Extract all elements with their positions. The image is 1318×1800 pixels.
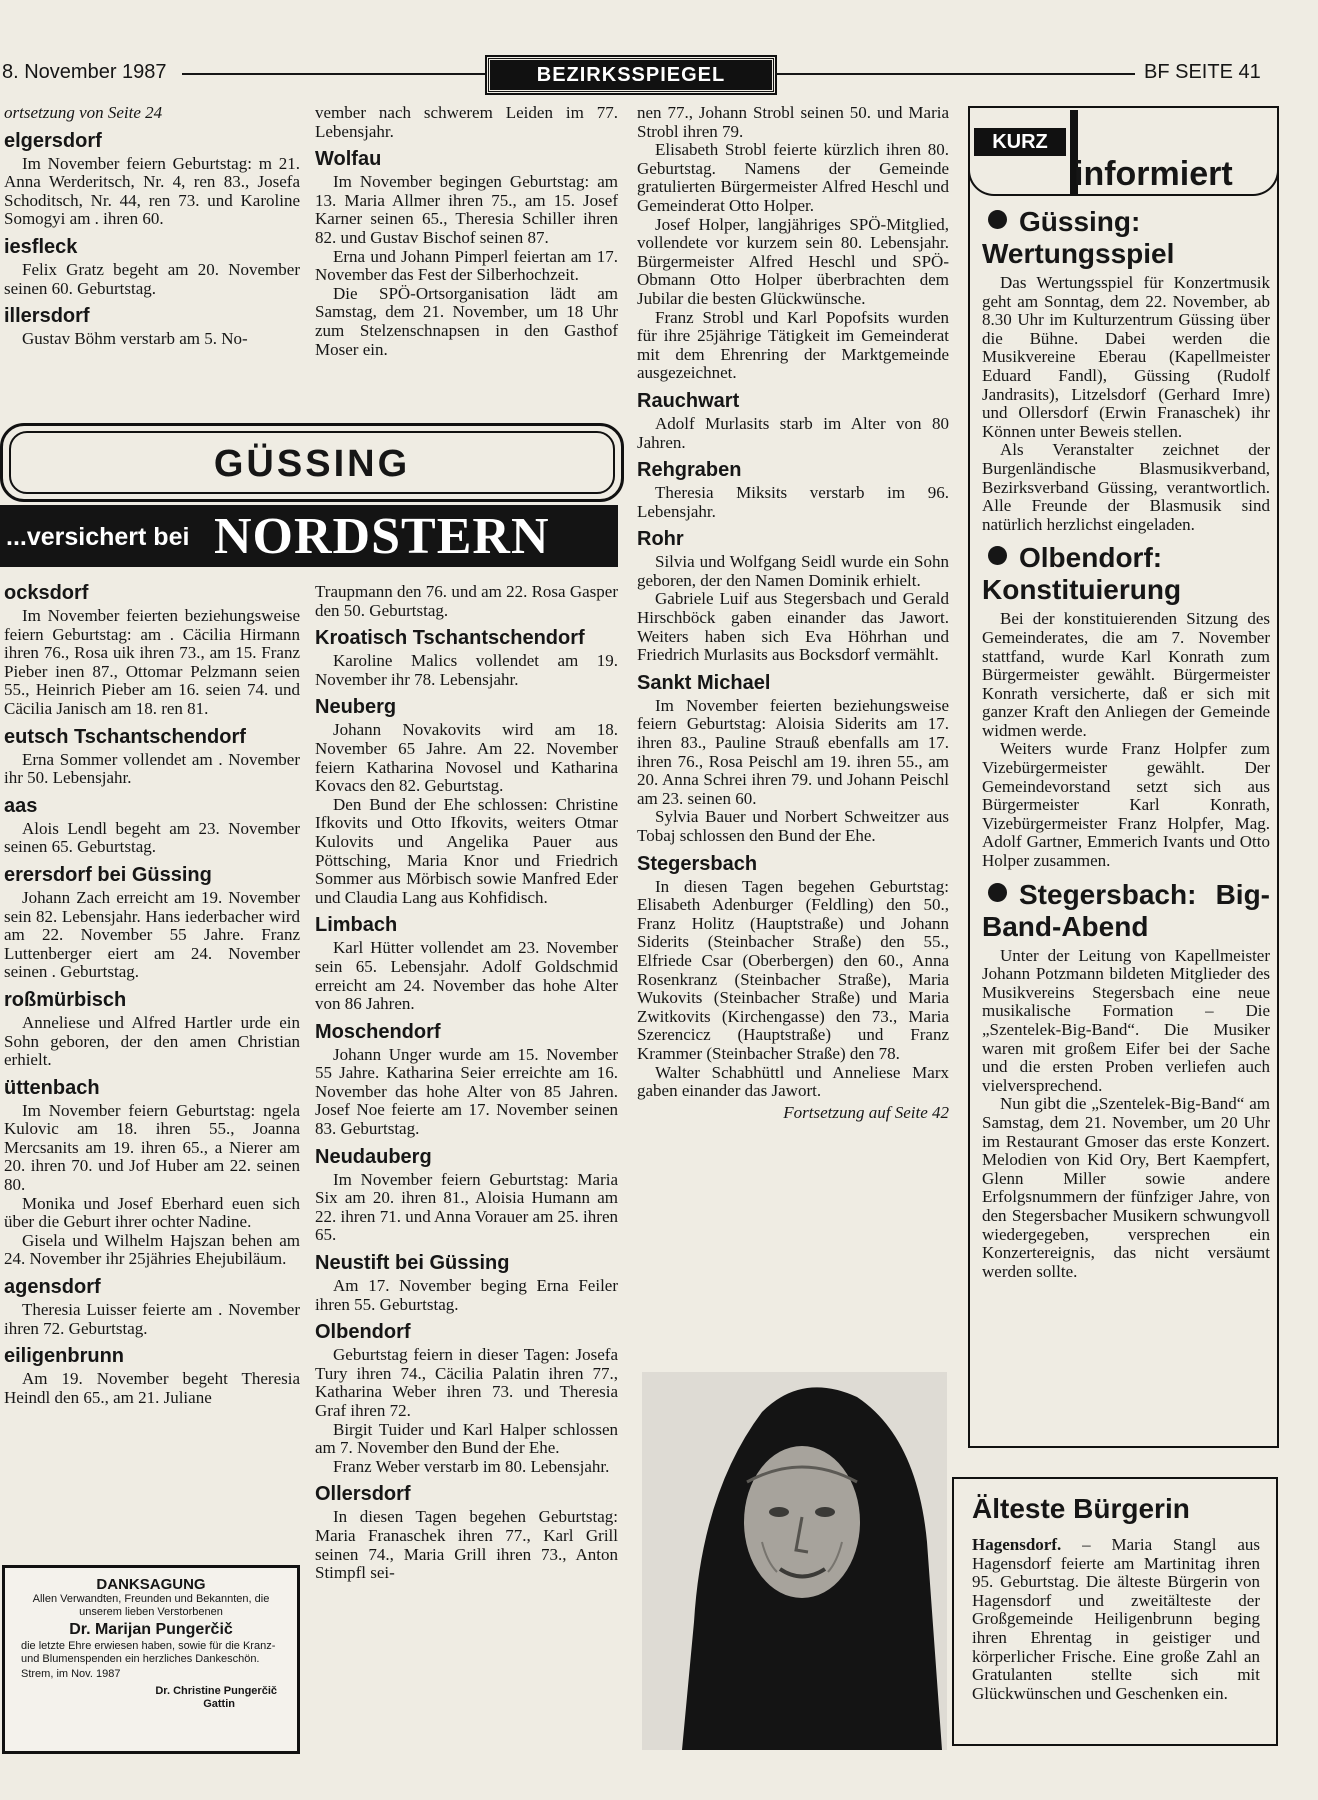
section-text: Theresia Luisser feierte am . November ihren 72. Geburtstag. <box>4 1300 300 1338</box>
section-title: eiligenbrunn <box>4 1345 124 1368</box>
section-text: Die SPÖ-Ortsorganisation lädt am Samstag, dem 21. November, um 18 Uhr zum Stelzenschnapsen in den Gasthof Moser ein. <box>315 283 618 359</box>
section-text: Am 17. November beging Erna Feiler ihren 55. Geburtstag. <box>315 1276 618 1314</box>
section-title: Limbach <box>315 914 398 937</box>
section-text: Erna und Johann Pimperl feiertan am 17. November das Fest der Silberhochzeit. <box>315 246 618 285</box>
ad-brand: NORDSTERN <box>214 508 550 565</box>
section-text: Geburtstag feiern in dieser Tagen: Josefa Tury ihren 74., Cäcilia Palatin ihren 77., Katharina Weber ihren 73. und Theresia Graf ihren 72. <box>315 1345 618 1420</box>
section-text: Karl Hütter vollendet am 23. November sein 65. Lebensjahr. Adolf Goldschmid erreicht am 24. November das hohe Alter von 86 Jahren. <box>315 938 618 1014</box>
section-text: Karoline Malics vollendet am 19. November ihr 78. Lebensjahr. <box>315 651 618 689</box>
oldest-text <box>972 1536 1260 1703</box>
oldest-headline: Älteste Bürgerin <box>972 1493 1190 1524</box>
section-text: Sylvia Bauer und Norbert Schweitzer aus Tobaj schlossen den Bund der Ehe. <box>637 807 949 845</box>
section-text: Silvia und Wolfgang Seidl wurde ein Sohn geboren, der den Namen Dominik erhielt. <box>637 552 949 590</box>
section-title: ocksdorf <box>4 582 89 604</box>
continued-on: Fortsetzung auf Seite 42 <box>783 1102 949 1122</box>
portrait-illustration <box>642 1372 947 1750</box>
bullet-icon <box>988 883 1007 902</box>
notice-place: Strem, im Nov. 1987 <box>21 1668 121 1680</box>
section-text: Im November feierten beziehungsweise feiern Geburtstag: am . Cäcilia Hirmann ihren 76., Rosa uik ihren 73., am 15. Franz Pieber inen 87., Ottomar Pelzmann seien 55., Heinrich Pieber am 16. seien 74. und Cäcilia Janisch am 18. ren 81. <box>4 606 300 718</box>
column-2-bottom <box>315 583 618 1583</box>
section-text: Im November feierten beziehungsweise feiern Geburtstag: Aloisia Siderits am 17. ihren 83., Pauline Strauß ebenfalls am 17. ihren 76., Rosa Peischl am 19. ihren 55., am 20. Anna Schrei ihren 79. und Johann Peischl am 23. seinen 60. <box>637 695 949 808</box>
section-text: Johann Novakovits wird am 18. November 65 Jahre. Am 22. November feiern Katharina Novosel und Katharina Kovacs den 82. Geburtstag. <box>315 720 618 796</box>
oldest-lead: Hagensdorf. <box>972 1535 1062 1554</box>
section-text: Im November begingen Geburtstag: am 13. Maria Allmer ihren 75., am 15. Josef Karner seinen 65., Theresia Schiller ihren 82. und Gustav Bischof seinen 87. <box>315 172 618 247</box>
notice-line: die letzte Ehre erwiesen haben, sowie für die Kranz- und Blumenspenden ein herzliches Dankeschön. <box>21 1640 276 1665</box>
section-text: Franz Strobl und Karl Popofsits wurden für ihre 25jährige Tätigkeit im Gemeinderat mit dem Ehrenring der Marktgemeinde ausgezeichnet. <box>637 307 949 383</box>
kurz-informiert-box <box>968 106 1279 1448</box>
notice-line: Allen Verwandten, Freunden und Bekannten, die unserem lieben Verstorbenen <box>32 1593 270 1618</box>
ad-slogan: ...versichert bei <box>6 523 190 551</box>
guessing-banner <box>0 423 624 502</box>
section-text: Johann Zach erreicht am 19. November sein 82. Lebensjahr. Hans iederbacher wird am 22. November 55 Jahre. Franz Luttenberger eiert am 24. November seinen . Geburtstag. <box>4 887 300 982</box>
section-title: erersdorf bei Güssing <box>4 863 212 886</box>
notice-title: DANKSAGUNG <box>96 1576 206 1593</box>
header-section: BEZIRKSSPIEGEL <box>487 57 775 93</box>
section-text: vember nach schwerem Leiden im 77. Lebensjahr. <box>315 103 618 141</box>
notice-name: Dr. Marijan Pungerčič <box>69 1621 233 1638</box>
section-text: Franz Weber verstarb im 80. Lebensjahr. <box>333 1456 610 1476</box>
section-text: nen 77., Johann Strobl seinen 50. und Maria Strobl ihren 79. <box>637 103 949 141</box>
section-title: eutsch Tschantschendorf <box>4 725 246 748</box>
column-1-bottom <box>4 582 300 1407</box>
kurz-headline: Olbendorf: Konstituierung <box>982 542 1182 606</box>
section-text: Felix Gratz begeht am 20. November seinen 60. Geburtstag. <box>4 259 300 298</box>
section-text: Anneliese und Alfred Hartler urde ein Sohn geboren, der den amen Christian erhielt. <box>4 1012 300 1070</box>
section-title: Neustift bei Güssing <box>315 1252 510 1275</box>
section-title: üttenbach <box>4 1076 100 1099</box>
bullet-icon <box>988 546 1007 565</box>
column-2-top <box>315 104 618 359</box>
section-title: Neuberg <box>315 696 397 719</box>
section-text: Elisabeth Strobl feierte kürzlich ihren 80. Geburtstag. Namens der Gemeinde gratulierten Bürgermeister Alfred Heschl und Gemeinderat Otto Holper. <box>637 140 949 215</box>
notice-signer: Dr. Christine Pungerčič <box>155 1685 277 1697</box>
section-title: Ollersdorf <box>315 1483 411 1506</box>
banner-town: GÜSSING <box>213 443 411 485</box>
photo-oldest-citizen <box>642 1372 947 1750</box>
section-title: Rohr <box>637 528 684 551</box>
kurz-text: Als Veranstalter zeichnet der Burgenländische Blasmusikverband, Bezirksverband Güssing, verantwortlich. Alle Freunde der Blasmusik sind natürlich herzlichst eingeladen. <box>982 440 1270 534</box>
section-text: Monika und Josef Eberhard euen sich über die Geburt ihrer ochter Nadine. <box>4 1193 300 1232</box>
oldest-body: – Maria Stangl aus Hagensdorf feierte am Martinitag ihren 95. Geburtstag. Die älteste Bürgerin von Hagensdorf und zweitälteste der Großgemeinde Heiligenbrunn beging ihren Ehrentag in geistiger und körperlicher Frische. Eine große Zahl an Gratulanten stellte sich mit Glückwünschen und Geschenken ein. <box>972 1535 1260 1703</box>
section-title: elgersdorf <box>4 129 102 152</box>
informiert-label: informiert <box>1074 155 1233 193</box>
section-text: Adolf Murlasits starb im Alter von 80 Jahren. <box>637 413 949 452</box>
section-text: Erna Sommer vollendet am . November ihr 50. Lebensjahr. <box>4 749 300 788</box>
section-text: Gisela und Wilhelm Hajszan behen am 24. November ihr 25jähries Ehejubiläum. <box>4 1230 300 1269</box>
section-text: Gabriele Luif aus Stegersbach und Gerald Hirschböck gaben einander das Jawort. Weiters haben sich Eva Höhrhan und Friedrich Murlasits aus Bocksdorf vermählt. <box>637 589 949 665</box>
section-text: Im November feiern Geburtstag: ngela Kulovic am 18. ihren 55., Joanna Mercsanits am 19. ihren 65., a Nierer am 20. ihren 70. und Jof Huber am 22. seinen 80. <box>4 1100 300 1195</box>
section-text: Theresia Miksits verstarb im 96. Lebensjahr. <box>637 483 949 521</box>
section-text: In diesen Tagen begehen Geburtstag: Maria Franaschek ihren 77., Karl Grill seinen 74., Maria Grill ihren 73., Anton Stimpfl sei- <box>315 1507 618 1583</box>
oldest-citizen-box <box>952 1477 1278 1746</box>
bullet-icon <box>988 210 1007 229</box>
section-text: Den Bund der Ehe schlossen: Christine Ifkovits und Otto Ifkovits, weiters Otmar Kulovits und Angelika Pauer aus Pöttsching, Maria Knor und Friedrich Sommer aus Mörbisch sowie Manfred Eder und Claudia Lang aus Kohfidisch. <box>315 794 618 907</box>
header-rule-right <box>775 73 1135 75</box>
kurz-headline: Güssing: Wertungsspiel <box>982 206 1175 269</box>
section-text: Am 19. November begeht Theresia Heindl den 65., am 21. Juliane <box>4 1369 300 1407</box>
section-title: illersdorf <box>4 305 90 328</box>
nordstern-ad <box>0 505 618 567</box>
notice-role: Gattin <box>203 1698 235 1710</box>
column-1-top <box>4 104 300 349</box>
section-title: Olbendorf <box>315 1321 411 1344</box>
section-title: iesfleck <box>4 235 78 258</box>
header-rule-left <box>182 73 487 75</box>
kurz-text: Unter der Leitung von Kapellmeister Johann Potzmann bildeten Mitglieder des Musikvereins Stegersbach eine neue musikalische Formation – Die „Szentelek-Big-Band“. Die Musiker waren mit großem Eifer bei der Sache und die ersten Proben verliefen auch vielversprechend. <box>982 945 1270 1095</box>
section-title: Moschendorf <box>315 1020 441 1043</box>
column-3 <box>637 104 949 1122</box>
section-text: In diesen Tagen begehen Geburtstag: Elisabeth Adenburger (Feldling) den 50., Franz Holitz (Hauptstraße) und Johann Siderits (Steinbacher Straße) den 55., Elfriede Csar (Oberbergen) den 60., Anna Rosenkranz (Steinbacher Straße), Maria Wukovits (Steinbacher Straße) und Maria Zwitkovits (Kirchengasse) den 73., Maria Szerencicz (Hauptstraße) und Franz Krammer (Steinbacher Straße) den 78. <box>637 876 949 1063</box>
section-text: Josef Holper, langjähriges SPÖ-Mitglied, vollendete vor kurzem sein 80. Lebensjahr. Bürgermeister Alfred Heschl und SPÖ-Obmann Otto Holper überbrachten dem Jubilar die besten Glückwünsche. <box>637 214 949 308</box>
section-title: Sankt Michael <box>637 671 771 694</box>
kurz-text: Weiters wurde Franz Holpfer zum Vizebürgermeister gewählt. Der Gemeindevorstand setzt sich aus Bürgermeister Karl Konrath, Vizebürgermeister Franz Holpfer, Mag. Adolf Gartner, Emmerich Ivants und Otto Holper zusammen. <box>982 739 1270 871</box>
section-title: Neudauberg <box>315 1145 432 1168</box>
header-date: 8. November 1987 <box>2 61 167 83</box>
kurz-content <box>982 206 1270 1281</box>
section-title: agensdorf <box>4 1276 101 1299</box>
section-text: Traupmann den 76. und am 22. Rosa Gasper den 50. Geburtstag. <box>315 582 618 620</box>
section-title: aas <box>4 794 38 817</box>
kurz-text: Das Wertungsspiel für Konzertmusik geht am Sonntag, dem 22. November, ab 8.30 Uhr im Kulturzentrum Güssing über die Bühne. Dabei werden die Musikvereine Eberau (Kapellmeister Eduard Fandl), Güssing (Rudolf Jandrasits), Litzelsdorf (Gerhard Imre) und Ollersdorf (Erwin Franaschek) ihr Können unter Beweis stellen. <box>982 273 1270 441</box>
section-text: Walter Schabhüttl und Anneliese Marx gaben einander das Jawort. <box>637 1062 949 1101</box>
section-text: Alois Lendl begeht am 23. November seinen 65. Geburtstag. <box>4 818 300 857</box>
section-text: Birgit Tuider und Karl Halper schlossen am 7. November den Bund der Ehe. <box>315 1419 618 1458</box>
continued-from: ortsetzung von Seite 24 <box>4 103 163 122</box>
section-title: roßmürbisch <box>4 988 127 1011</box>
section-text: Im November feiern Geburtstag: m 21. Anna Werderitsch, Nr. 4, ren 83., Josefa Schoditsch, Nr. 44, ren 73. und Karoline Somogyi am . ihren 60. <box>4 153 300 229</box>
kurz-text: Nun gibt die „Szentelek-Big-Band“ am Samstag, dem 21. November, um 20 Uhr im Restaurant Gmoser das erste Konzert. Melodien von Kid Ory, Bert Kaempfert, Glenn Miller sowie andere Erfolgsnummern der fünfziger Jahre, von den Stegersbacher Musikern schwungvoll wiedergegeben, versprechen ein Konzertereignis, das nicht versäumt werden sollte. <box>982 1094 1270 1281</box>
kurz-headline: Stegersbach: Big-Band-Abend <box>982 878 1270 942</box>
section-title: Rauchwart <box>637 389 740 412</box>
kurz-label: KURZ <box>974 128 1066 156</box>
oldest-article <box>972 1536 1260 1703</box>
section-title: Wolfau <box>315 148 382 171</box>
section-text: Johann Unger wurde am 15. November 55 Jahre. Katharina Seier erreichte am 16. November das hohe Alter von 85 Jahren. Josef Noe feierte am 17. November seinen 83. Geburtstag. <box>315 1044 618 1139</box>
section-title: Rehgraben <box>637 459 742 482</box>
section-text: Gustav Böhm verstarb am 5. No- <box>22 329 248 349</box>
section-title: Kroatisch Tschantschendorf <box>315 627 585 650</box>
danksagung-notice <box>2 1565 300 1754</box>
section-title: Stegersbach <box>637 852 758 875</box>
header-page: BF SEITE 41 <box>1144 61 1261 83</box>
kurz-text: Bei der konstituierenden Sitzung des Gemeinderates, die am 7. November stattfand, wurde Karl Konrath zum Bürgermeister gewählt. Bürgermeister Konrath versicherte, daß er sich mit ganzer Kraft den Anliegen der Gemeinde widmen werde. <box>982 609 1270 740</box>
section-text: Im November feiern Geburtstag: Maria Six am 20. ihren 81., Aloisia Humann am 22. ihren 71. und Anna Vorauer am 25. ihren 65. <box>315 1169 618 1245</box>
